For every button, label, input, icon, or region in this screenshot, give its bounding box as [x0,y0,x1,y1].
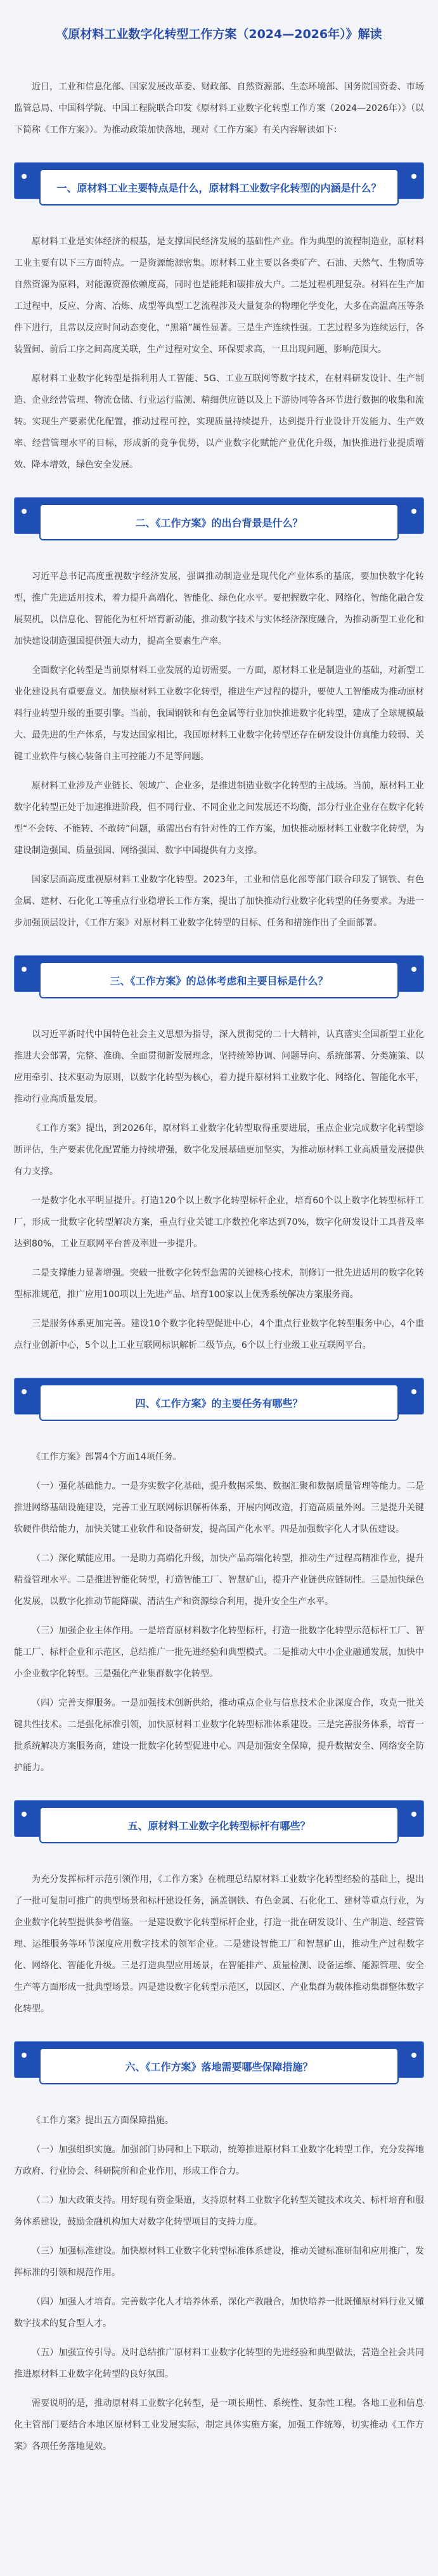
section-6-paragraph: （三）加强标准建设。加快原材料工业数字化转型标准体系建设，推动关键标准研制和应用推广，发挥标准的引领和规范作用。 [14,2246,424,2278]
section-heading-text: 四、《工作方案》的主要任务有哪些？ [39,1384,399,1421]
section-3-paragraph: 三是服务体系更加完善。建设10个数字化转型促进中心，4个重点行业数字化转型服务中心，4个重点行业创新中心，5个以上工业互联网标识解析二级节点，6个以上行业级工业互联网平台。 [14,1319,424,1350]
sections-container [14,162,424,2457]
decor-dot-icon [22,2053,27,2058]
section-heading-1 [14,162,424,206]
section-2-paragraph: 原材料工业涉及产业链长、领域广、企业多，是推进制造业数字化转型的主战场。当前，原材料工业数字化转型正处于加速推进阶段，但不同行业、不同企业之间发展还不均衡，部分行业企业存在数字化转型“不会转、不能转、不敢转”问题，亟需出台有针对性的工作方案，加快推动原材料工业数字化转型，为建设制造强国、质量强国、网络强国、数字中国提供有力支撑。 [14,781,424,856]
intro-paragraph: 近日，工业和信息化部、国家发展改革委、财政部、自然资源部、生态环境部、国务院国资委、市场监管总局、中国科学院、中国工程院联合印发《原材料工业数字化转型工作方案（2024—2026年）》（以下简称《工作方案》）。为推动政策加快落地，现对《工作方案》有关内容解读如下： [14,82,424,135]
section-6-paragraph: 《工作方案》提出五方面保障措施。 [32,2115,174,2126]
decor-dot-icon [22,174,27,179]
section-1-paragraph: 原材料工业是实体经济的根基，是支撑国民经济发展的基础性产业。作为典型的流程制造业，原材料工业主要有以下三方面特点。一是资源能源密集。原材料工业主要以各类矿产、石油、天然气、生物质等自然资源为原料，对能源资源依赖度高，同时也是能耗和碳排放大户。二是过程机理复杂。材料在生产加工过程中，反应、分离、冶炼、成型等典型工艺流程涉及大量复杂的物理化学变化，大多在高温高压等条件下进行，且常以反应时间动态变化，“黑箱”属性显著。三是生产连续性强。工艺过程多为连续运行，各装置间、前后工序之间高度关联，生产过程对安全、环保要求高，一旦出现问题，影响范围大。 [14,237,424,355]
decor-dot-icon [411,1812,416,1817]
section-3-paragraph: 以习近平新时代中国特色社会主义思想为指导，深入贯彻党的二十大精神，认真落实全国新型工业化推进大会部署，完整、准确、全面贯彻新发展理念，坚持统筹协调、问题导向、系统部署、分类施策、以应用牵引、技术驱动为原则，以数字化转型为核心，着力提升原材料工业数字化、网络化、智能化水平，推动行业高质量发展。 [14,1030,424,1104]
section-4-paragraph: （一）强化基础能力。一是夯实数字化基础，提升数据采集、数据汇聚和数据质量管理等能力。二是推进网络基础设施建设，完善工业互联网标识解析体系，开展内网改造，打造高质量外网。三是提升关键软硬件供给能力，加快关键工业软件和设备研发，提高国产化水平。四是加强数字化人才队伍建设。 [14,1481,424,1534]
section-6-paragraph: （五）加强宣传引导。及时总结推广原材料工业数字化转型的先进经验和典型做法，营造全社会共同推进原材料工业数字化转型的良好氛围。 [14,2348,424,2379]
section-2-paragraph: 习近平总书记高度重视数字经济发展，强调推动制造业是现代化产业体系的基底，要加快数字化转型，推广先进适用技术，着力提升高端化、智能化、绿色化水平。要把握数字化、网络化、智能化融合发展契机，以信息化、智能化为杠杆培育新动能，推动数字技术与实体经济深度融合，为推动新型工业化和加快建设制造强国提供强大动力，提高全要素生产率。 [14,572,424,646]
section-heading-5 [14,1800,424,1843]
section-heading-6 [14,2041,424,2084]
decor-dot-icon [22,509,27,514]
decor-dot-icon [411,2053,416,2058]
section-heading-4 [14,1378,424,1421]
section-heading-text: 六、《工作方案》落地需要哪些保障措施？ [39,2048,399,2084]
section-2-paragraph: 全面数字化转型是当前原材料工业发展的迫切需要。一方面，原材料工业是制造业的基础，对新型工业化建设具有重要意义。加快原材料工业数字化转型，推进生产过程的提升，要使人工智能成为推动原材料行业转型升级的重要引擎。当前，我国钢铁和有色金属等行业加快推进数字化转型，建成了全球规模最大、最先进的生产体系，与发达国家相比，我国原材料工业数字化转型还存在研发设计仿真能力较弱、关键工业软件与核心装备自主可控能力不足等问题。 [14,665,424,762]
section-3-paragraph: 《工作方案》提出，到2026年，原材料工业数字化转型取得重要进展，重点企业完成数字化转型诊断评估，生产要素优化配置能力持续增强，数字化发展基础更加坚实，为推动原材料工业高质量发展提供有力支撑。 [14,1123,424,1177]
section-3-paragraph: 二是支撑能力显著增强。突破一批数字化转型急需的关键核心技术，制修订一批先进适用的数字化转型标准规范，推广应用100项以上先进产品、培育100家以上优秀系统解决方案服务商。 [14,1268,424,1300]
section-6-paragraph: 需要说明的是，推动原材料工业数字化转型，是一项长期性、系统性、复杂性工程。各地工业和信息化主管部门要结合本地区原材料工业发展实际，制定具体实施方案，加强工作统筹，切实推动《工作方案》各项任务落地见效。 [14,2398,424,2452]
section-6-paragraph: （一）加强组织实施。加强部门协同和上下联动，统筹推进原材料工业数字化转型工作，充分发挥地方政府、行业协会、科研院所和企业作用，形成工作合力。 [14,2145,424,2176]
section-4-paragraph: （三）加强企业主体作用。一是培育原材料数字化转型标杆，打造一批数字化转型示范标杆工厂、智能工厂、标杆企业和示范区，总结推广一批先进经验和典型模式。二是推动大中小企业融通发展，加快中小企业数字化转型。三是强化产业集群数字化转型。 [14,1626,424,1679]
decor-dot-icon [411,509,416,514]
section-heading-text: 三、《工作方案》的总体考虑和主要目标是什么？ [39,962,399,998]
section-heading-text: 五、原材料工业数字化转型标杆有哪些？ [39,1807,399,1843]
section-heading-2 [14,497,424,540]
section-heading-text: 一、原材料工业主要特点是什么，原材料工业数字化转型的内涵是什么？ [39,169,399,206]
section-4-paragraph: （二）深化赋能应用。一是助力高端化升级，加快产品高端化转型，推动生产过程高精准作业，提升精益管理水平。二是推进智能化转型，打造智能工厂、智慧矿山，提升产业链供应链韧性。三是加快绿色化发展，以数字化推动节能降碳、清洁生产和资源综合利用，提升安全生产水平。 [14,1553,424,1607]
decor-dot-icon [22,1812,27,1817]
section-5-paragraph: 为充分发挥标杆示范引领作用，《工作方案》在梳理总结原材料工业数字化转型经验的基础上，提出了一批可复制可推广的典型场景和标杆建设任务，涵盖钢铁、有色金属、石化化工、建材等重点行业，为企业数字化转型提供参考借鉴。一是建设数字化转型标杆企业，打造一批在研发设计、生产制造、经营管理、运维服务等环节深度应用数字技术的领军企业。二是建设智能工厂和智慧矿山，推动生产过程数字化、网络化、智能化升级。三是打造典型应用场景，在智能排产、质量检测、设备运维、能源管理、安全生产等方面形成一批典型场景。四是建设数字化转型示范区，以园区、产业集群为载体推动集群整体数字化转型。 [14,1874,424,2014]
section-heading-3 [14,955,424,998]
section-3-paragraph: 一是数字化水平明显提升。打造120个以上数字化转型标杆企业，培育60个以上数字化转型标杆工厂，形成一批数字化转型解决方案，重点行业关键工序数控化率达到70%，数字化研发设计工具普及率达到80%，工业互联网平台普及率进一步提升。 [14,1196,424,1249]
decor-dot-icon [411,174,416,179]
decor-dot-icon [22,1389,27,1394]
decor-dot-icon [411,967,416,972]
decor-dot-icon [411,1389,416,1394]
section-4-paragraph: （四）完善支撑服务。一是加强技术创新供给，推动重点企业与信息技术企业深度合作，攻克一批关键共性技术。二是强化标准引领，加快原材料工业数字化转型标准体系建设。三是完善服务体系，培育一批系统解决方案服务商，建设一批数字化转型促进中心。四是加强安全保障，提升数据安全、网络安全防护能力。 [14,1698,424,1773]
section-6-paragraph: （四）加强人才培育。完善数字化人才培养体系，深化产教融合，加快培养一批既懂原材料行业又懂数字技术的复合型人才。 [14,2297,424,2329]
section-6-paragraph: （二）加大政策支持。用好现有资金渠道，支持原材料工业数字化转型关键技术攻关、标杆培育和服务体系建设，鼓励金融机构加大对数字化转型项目的支持力度。 [14,2195,424,2227]
section-heading-text: 二、《工作方案》的出台背景是什么？ [39,504,399,540]
section-1-paragraph: 原材料工业数字化转型是指利用人工智能、5G、工业互联网等数字技术，在材料研发设计、生产制造、企业经营管理、物流仓储、行业运行监测、精细供应链以及上下游协同等各环节进行数据的收集和流转。实现生产要素优化配置，推动过程可控，实现质量持续提升，达到提升行业设计开发能力、生产效率、经营管理水平的目标，形成新的竞争优势，以产业数字化赋能产业优化升级，加快推进行业提质增效、降本增效，绿色安全发展。 [14,374,424,470]
page-title: 《原材料工业数字化转型工作方案（2024—2026年）》解读 [56,27,382,41]
section-2-paragraph: 国家层面高度重视原材料工业数字化转型。2023年，工业和信息化部等部门联合印发了钢铁、有色金属、建材、石化化工等重点行业稳增长工作方案，提出了加快推动行业数字化转型的任务要求。为进一步加强顶层设计，《工作方案》对原材料工业数字化转型的目标、任务和措施作出了全面部署。 [14,875,424,928]
decor-dot-icon [22,967,27,972]
section-4-paragraph: 《工作方案》部署4个方面14项任务。 [32,1452,182,1462]
